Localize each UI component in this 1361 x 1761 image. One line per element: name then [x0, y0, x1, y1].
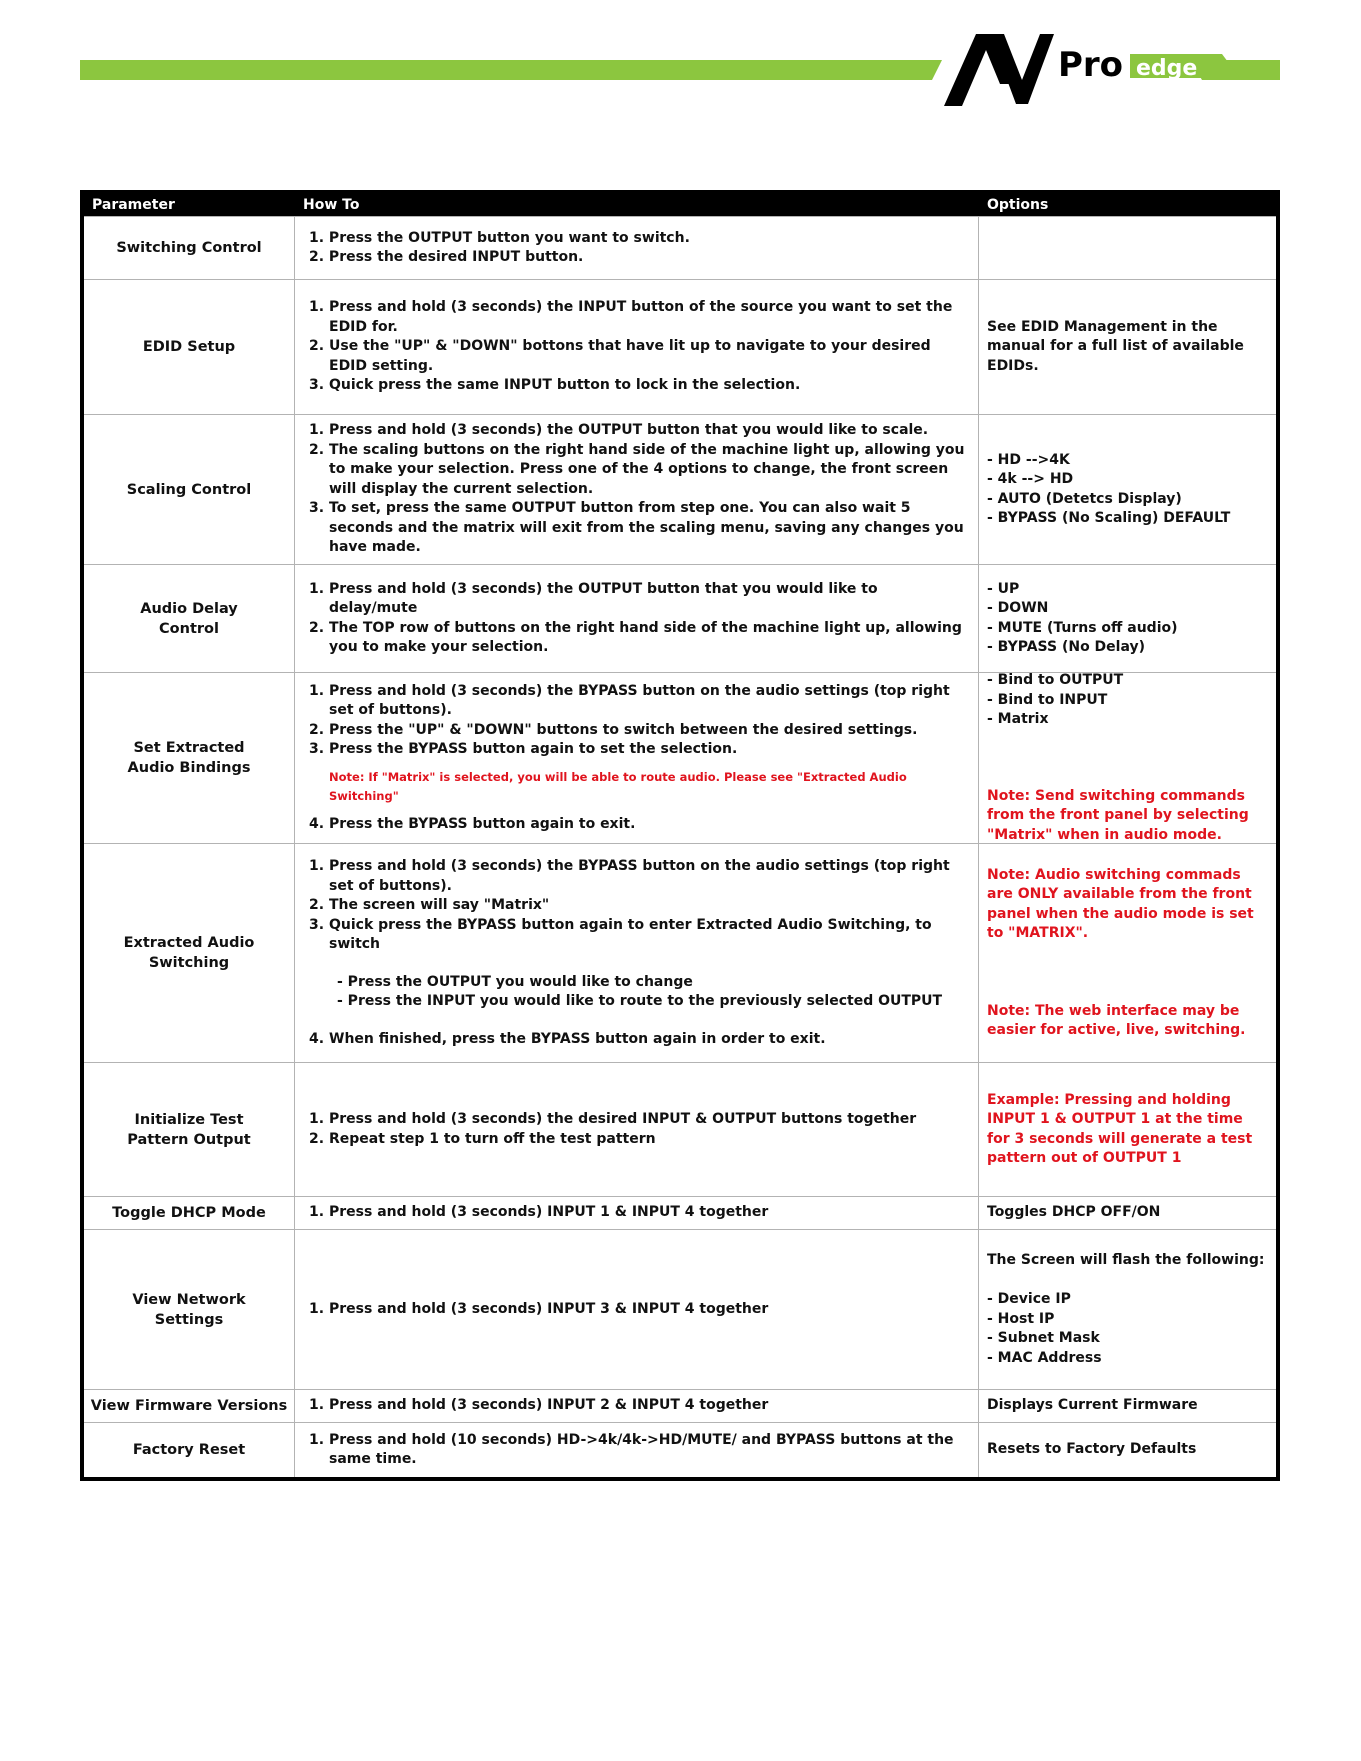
step-text: The scaling buttons on the right hand side of the machine light up, allowing you to make your selection. Press one of the 4 options to change, the front screen will display the current selection. — [329, 441, 965, 497]
table-header — [84, 194, 1276, 216]
step-text: Press the "UP" & "DOWN" buttons to switch between the desired settings. — [329, 721, 918, 738]
options-cell — [979, 217, 1276, 279]
how-to-cell: 1. Press and hold (3 seconds) the OUTPUT button that you would like to delay/mute 2. The TOP row of buttons on the right hand side of the machine light up, allowing you to make your selection. — [295, 565, 979, 672]
svg-text:Pro: Pro — [1058, 45, 1124, 85]
step-text: Press and hold (3 seconds) the INPUT button of the source you want to set the EDID for. — [329, 299, 953, 335]
options-cell: - UP - DOWN - MUTE (Turns off audio) - BYPASS (No Delay) — [987, 580, 1178, 655]
table-row — [84, 843, 1276, 1062]
how-to-cell: 1. Press and hold (10 seconds) HD->4k/4k->HD/MUTE/ and BYPASS buttons at the same time. — [295, 1423, 979, 1477]
header-parameter: Parameter — [92, 197, 175, 213]
step-text: Press and hold (3 seconds) the OUTPUT button that you would like to delay/mute — [329, 580, 878, 616]
table-row — [84, 672, 1276, 843]
sub-step-text: - Press the INPUT you would like to route to the previously selected OUTPUT — [337, 993, 943, 1009]
options-note: Note: The web interface may be easier for active, live, switching. — [987, 1002, 1246, 1038]
param-scaling-control: Scaling Control — [84, 415, 295, 564]
step-text: Press and hold (3 seconds) the BYPASS button on the audio settings (top right set of buttons). — [329, 682, 950, 719]
step-text: Press and hold (3 seconds) INPUT 3 & INPUT 4 together — [329, 1300, 769, 1317]
step-text: Quick press the same INPUT button to lock in the selection. — [329, 377, 801, 394]
table-row — [84, 1422, 1276, 1477]
step-text: 2. Press the desired INPUT button. — [309, 249, 584, 265]
step-text: Press and hold (10 seconds) HD->4k/4k->HD/MUTE/ and BYPASS buttons at the same time. — [329, 1431, 954, 1467]
options-cell: Resets to Factory Defaults — [987, 1441, 1197, 1458]
header-options: Options — [987, 197, 1049, 213]
param-view-firmware-versions: View Firmware Versions — [84, 1390, 295, 1422]
how-to-cell: 1. Press and hold (3 seconds) INPUT 2 & INPUT 4 together — [295, 1390, 979, 1422]
step-text: Quick press the BYPASS button again to enter Extracted Audio Switching, to switch — [329, 916, 932, 952]
options-cell — [979, 844, 1276, 1062]
how-to-cell — [295, 217, 979, 279]
table-row — [84, 414, 1276, 564]
step-text: Press the BYPASS button again to set the selection. — [329, 741, 738, 758]
step-text: Press and hold (3 seconds) INPUT 1 & INPUT 4 together — [329, 1204, 769, 1221]
step-text: Press and hold (3 seconds) INPUT 2 & INPUT 4 together — [329, 1397, 769, 1414]
options-cell: See EDID Management in the manual for a full list of available EDIDs. — [987, 318, 1244, 374]
param-set-extracted-audio-bindings: Set Extracted Audio Bindings — [84, 673, 295, 843]
step-text: When finished, press the BYPASS button again in order to exit. — [329, 1030, 826, 1047]
options-cell — [979, 673, 1276, 843]
step-text: Repeat step 1 to turn off the test pattern — [329, 1130, 656, 1147]
how-to-cell: 1. Press and hold (3 seconds) INPUT 3 & INPUT 4 together — [295, 1230, 979, 1389]
matrix-note: Note: If "Matrix" is selected, you will be able to route audio. Please see "Extracted Audio Switching" — [329, 769, 907, 804]
step-text: 1. Press the OUTPUT button you want to switch. — [309, 229, 690, 246]
how-to-cell: 1. Press and hold (3 seconds) the OUTPUT button that you would like to scale. 2. The scaling buttons on the right hand side of the machine light up, allowing you to make your selection. Press one of the 4 options to change, the front screen will display the current selection. 3. To set, press the same OUTPUT button from step one. You can also wait 5 seconds and the matrix will exit from the scaling menu, saving any changes you have made. — [295, 415, 979, 564]
options-note: Note: Send switching commands from the front panel by selecting "Matrix" when in audio mode. — [987, 787, 1249, 843]
table-row — [84, 1062, 1276, 1196]
table-row — [84, 1389, 1276, 1422]
step-text: The screen will say "Matrix" — [329, 897, 550, 913]
step-text: Press and hold (3 seconds) the BYPASS button on the audio settings (top right set of buttons). — [329, 858, 950, 894]
step-text: To set, press the same OUTPUT button from step one. You can also wait 5 seconds and the matrix will exit from the scaling menu, saving any changes you have made. — [329, 500, 964, 556]
table-row — [84, 1229, 1276, 1389]
options-list: - Bind to OUTPUT - Bind to INPUT - Matrix — [987, 672, 1124, 727]
options-cell: - HD -->4K - 4k --> HD - AUTO (Detetcs Display) - BYPASS (No Scaling) DEFAULT — [987, 451, 1231, 526]
options-cell: The Screen will flash the following: - Device IP - Host IP - Subnet Mask - MAC Address — [987, 1252, 1265, 1366]
table-row — [84, 279, 1276, 414]
options-note: Note: Audio switching commads are ONLY available from the front panel when the audio mode is set to "MATRIX". — [987, 866, 1254, 941]
sub-step-text: - Press the OUTPUT you would like to change — [337, 973, 693, 990]
how-to-cell: 1. Press and hold (3 seconds) the desired INPUT & OUTPUT buttons together 2. Repeat step 1 to turn off the test pattern — [295, 1063, 979, 1196]
table-row — [84, 1196, 1276, 1229]
how-to-cell: 1. Press and hold (3 seconds) INPUT 1 & INPUT 4 together — [295, 1197, 979, 1229]
param-view-network-settings: View Network Settings — [84, 1230, 295, 1389]
step-text: The TOP row of buttons on the right hand side of the machine light up, allowing you to make your selection. — [329, 619, 962, 655]
header-how-to: How To — [303, 197, 360, 213]
how-to-cell: 1. Press and hold (3 seconds) the INPUT button of the source you want to set the EDID for. 2. Use the "UP" & "DOWN" bottons that have lit up to navigate to your desired EDID setting. 3. Quick press the same INPUT button to lock in the selection. — [295, 280, 979, 414]
param-initialize-test-pattern: Initialize Test Pattern Output — [84, 1063, 295, 1196]
step-text: Press and hold (3 seconds) the OUTPUT button that you would like to scale. — [329, 422, 929, 439]
param-switching-control: Switching Control — [84, 217, 295, 279]
step-text: Press and hold (3 seconds) the desired INPUT & OUTPUT buttons together — [329, 1111, 917, 1127]
options-note: Example: Pressing and holding INPUT 1 & OUTPUT 1 at the time for 3 seconds will generate a test pattern out of OUTPUT 1 — [987, 1091, 1253, 1166]
svg-text:edge: edge — [1136, 56, 1198, 81]
table-row — [84, 216, 1276, 279]
step-text: Use the "UP" & "DOWN" bottons that have lit up to navigate to your desired EDID setting. — [329, 338, 931, 374]
options-cell: Toggles DHCP OFF/ON — [987, 1204, 1161, 1221]
param-factory-reset: Factory Reset — [84, 1423, 295, 1477]
how-to-cell: 1. Press and hold (3 seconds) the BYPASS button on the audio settings (top right set of buttons). 2. The screen will say "Matrix" 3. Quick press the BYPASS button again to enter Extracted Audio Switching, to switch - Press the OUTPUT you would like to change - Press the INPUT you would like to route to the previously selected OUTPUT 4. When finished, press the BYPASS button again in order to exit. — [295, 844, 979, 1062]
param-audio-delay-control: Audio Delay Control — [84, 565, 295, 672]
param-toggle-dhcp-mode: Toggle DHCP Mode — [84, 1197, 295, 1229]
param-edid-setup: EDID Setup — [84, 280, 295, 414]
step-text: Press the BYPASS button again to exit. — [329, 815, 636, 832]
how-to-cell: 1. Press and hold (3 seconds) the BYPASS button on the audio settings (top right set of buttons). 2. Press the "UP" & "DOWN" buttons to switch between the desired settings. 3. Press the BYPASS button again to set the selection. Note: If "Matrix" is selected, you will be able to route audio. Please see "Extracted Audio Switching" 4. Press the BYPASS button again to exit. — [295, 673, 979, 843]
controls-table — [80, 190, 1280, 1481]
param-extracted-audio-switching: Extracted Audio Switching — [84, 844, 295, 1062]
avproedge-logo — [940, 28, 1280, 112]
options-cell: Displays Current Firmware — [987, 1397, 1198, 1414]
